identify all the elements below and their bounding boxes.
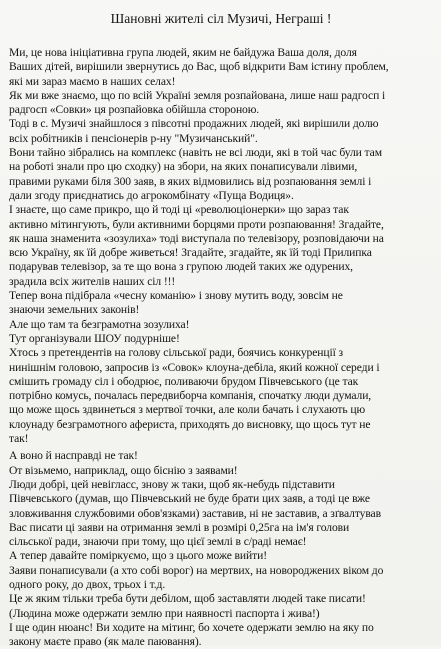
text-line: знаючи земельних законів! — [9, 303, 140, 317]
text-line: сільської ради, знаючи при тому, що цієї землі в с/раді немає! — [9, 535, 307, 549]
text-line: так! — [9, 432, 29, 446]
text-line: смішить громаду сіл і ободрює, поливаючи брудом Півчевського (це так — [9, 374, 359, 388]
text-line: зрадила всіх жителів наших сіл !!! — [9, 274, 176, 288]
text-line: Це ж яким тільки треба бути дебілом, щоб заставляти людей таке писати! — [9, 592, 366, 606]
text-line: Як ми вже знаємо, що по всій Україні земля розпайована, лише наш радгосп і — [9, 88, 386, 102]
text-line: І ще один нюанс! Ви ходите на мітинг, бо хочете одержати землю на яку по — [9, 620, 374, 634]
text-line: Хтось з претендентів на голову сільської ради, боячись конкуренції з — [9, 346, 344, 360]
text-line: Півчевського (думав, що Півчевський не буде брати цих заяв, а тоді це вже — [9, 492, 370, 506]
text-line: Тепер вона підібрала «чесну команію» і знову мутить воду, зовсім не — [9, 289, 343, 303]
text-line: Люди добрі, цей невігласс, знову ж таки, щоб як-небудь підставити — [9, 477, 335, 491]
leaflet-title: Шановні жителі сіл Музичі, Неграші ! — [110, 11, 332, 26]
text-line: всіх робітників і пенсіонерів р-ну "Музичанський". — [9, 131, 258, 145]
text-line: Тоді в с. Музичі знайшлося з півсотні продажних людей, які вирішили долю — [9, 117, 379, 131]
text-line: дали згоду приєднатись до агрокомбінату «Пуща Водиця». — [9, 188, 294, 202]
text-line: радгосп «Совки» ця розпайовка обійшла стороною. — [9, 103, 260, 117]
text-line: І знаєте, що саме прикро, що й тоді ці «революціонерки» що зараз так — [9, 203, 349, 217]
text-line: Ваших дітей, вирішили звернутись до Вас, щоб відкрити Вам істину проблем, — [9, 60, 389, 74]
text-line: що може щось здвинеться з мертвої точки, але коли бачать і слухають цю — [9, 403, 366, 417]
text-line: як наша знаменита «зозулиха» тоді виступала по телевізору, розповідаючи на — [9, 231, 384, 245]
text-line: А тепер давайте поміркуємо, що з цього може вийти! — [9, 549, 267, 563]
text-line: закону маєте право (як мале паювання). — [9, 635, 202, 649]
text-line: одного року, до двох, трьох і т.д. — [9, 577, 166, 591]
text-line: Заяви понаписували (а хто собі ворог) на мертвих, на новороджених віком до — [9, 563, 384, 577]
text-line: активно мітингують, були активними борцями проти розпаювання! Згадайте, — [9, 217, 384, 231]
text-line: всю Україну, як їй добре живеться! Згадайте, згадайте, як їй тоді Прилипка — [9, 246, 372, 260]
text-line: От візьмемо, наприклад, ощо біснію з заявами! — [9, 463, 238, 477]
text-line: які ми зараз маємо в наших селах! — [9, 74, 176, 88]
text-line: правими руками біля 300 заяв, в яких відмовились від розпаювання землі і — [9, 174, 372, 188]
paragraph-1 — [9, 46, 433, 446]
text-line: Але що там та безграмотна зозулиха! — [9, 317, 190, 331]
text-line: А воно й насправді не так! — [9, 449, 138, 463]
text-line: на роботі знали про цю сходку) на збори, на яких понаписували лівими, — [9, 160, 358, 174]
text-line: Тут організували ШОУ подурніше! — [9, 331, 180, 345]
text-line: Вони тайно зібрались на комплекс (навіть не всі люди, які в той час були там — [9, 146, 382, 160]
text-line: потрібно комусь, почалась передвиборча компанія, спочатку люди думали, — [9, 389, 372, 403]
text-line: (Людина може одержати землю при наявності паспорта і жива!) — [9, 606, 320, 620]
text-line: зловживання службовими обов'язками) заставив, ні не заставив, а зґвалтував — [9, 506, 381, 520]
text-line: Ми, це нова ініціативна група людей, яким не байдужа Ваша доля, доля — [9, 46, 357, 59]
text-line: клоунаду безграмотного афериста, приходять до висновку, що щось тут не — [9, 417, 371, 431]
paragraph-2 — [9, 449, 433, 649]
text-line: Вас писати ці заяви на отримання землі в розмірі 0,25га на ім'я голови — [9, 520, 350, 534]
text-line: подарував телевізор, за те що вона з групою людей таких же одурених, — [9, 260, 353, 274]
text-line: нинішнім головою, запросив із «Совок» клоуна-дебіла, який кожної середи і — [9, 360, 380, 374]
